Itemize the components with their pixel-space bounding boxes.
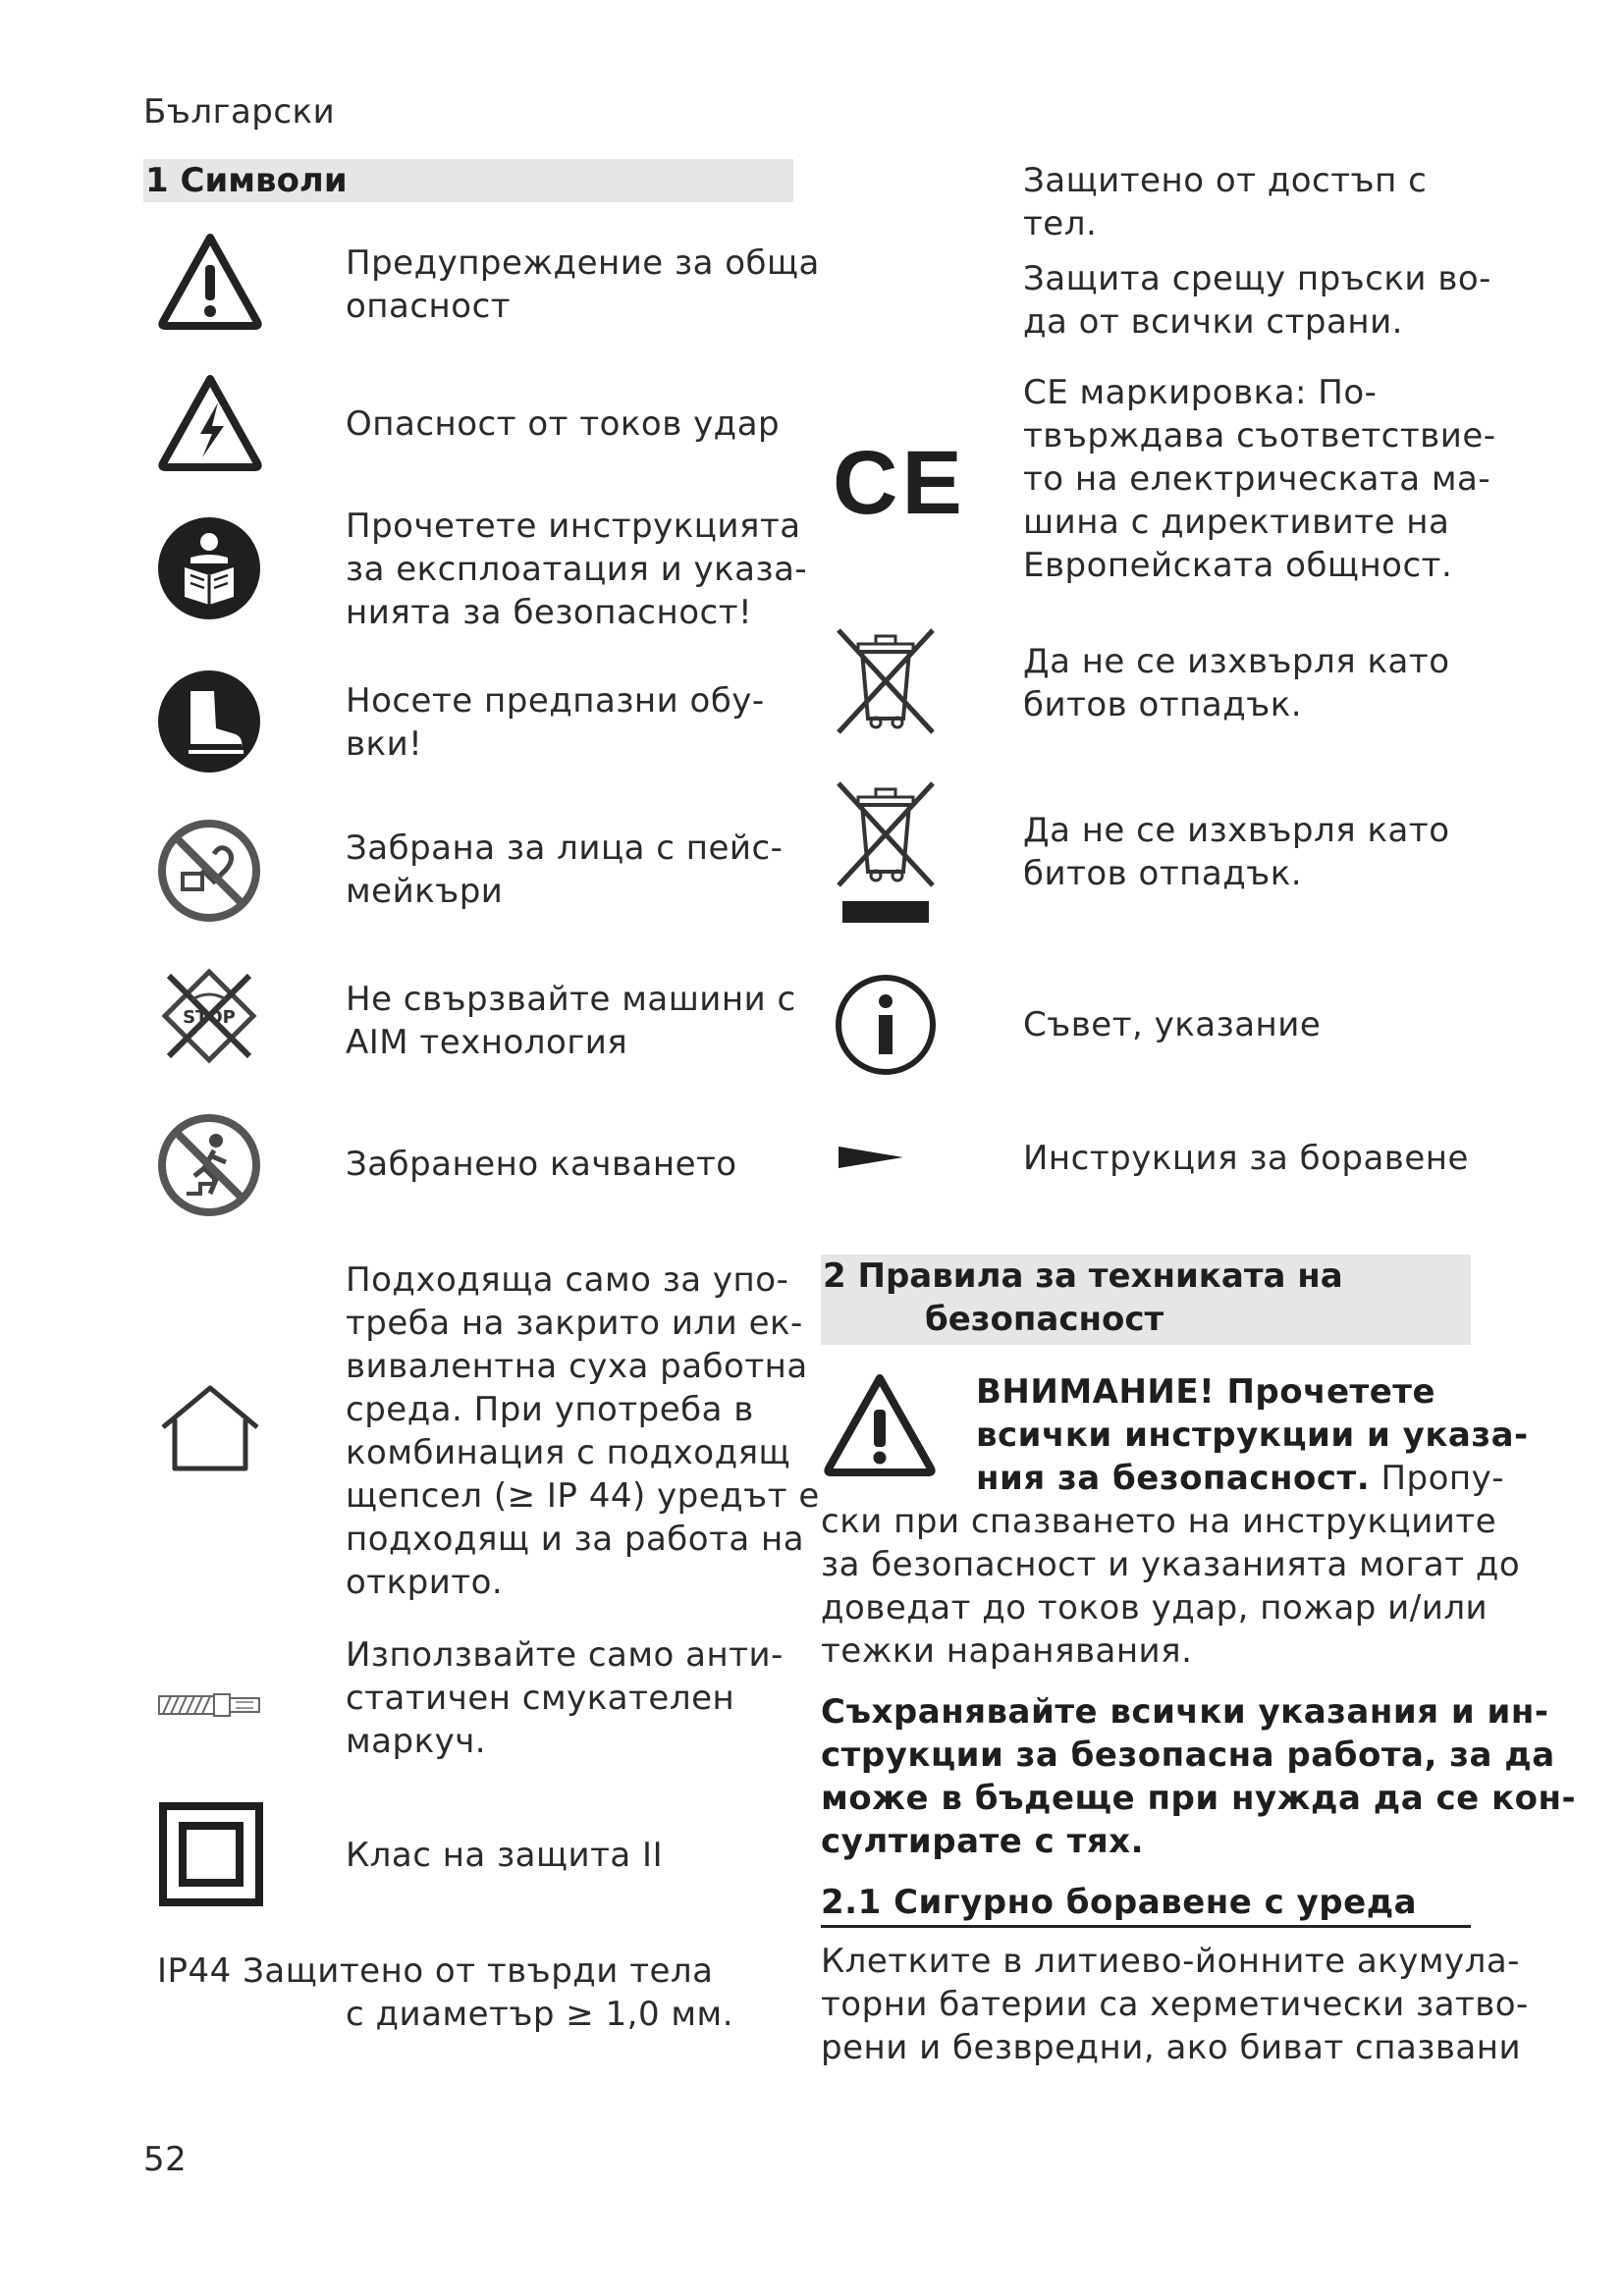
ip44-description <box>157 1949 714 1993</box>
ce-mark-icon: CE <box>833 433 966 533</box>
symbol-text-ce: CE маркировка: По- твърждава съответствие- то на електрическата ма- шина с директивите на Европейската общност. <box>1023 373 1496 585</box>
keep-instructions-notice: Съхранявайте всички указания и ин- струкции за безопасна работа, за да може в бъдеще при нужда да се кон- султирате с тях. <box>821 1692 1577 1861</box>
symbol-text-no-aim: Не свързвайте машини с AIM технология <box>346 980 796 1062</box>
symbol-text-safety-boots: Носете предпазни обу- вки! <box>346 681 765 764</box>
symbol-text-info: Съвет, указание <box>1023 1005 1322 1044</box>
instruction-arrow-icon <box>837 1145 905 1170</box>
symbol-text-splash-protection: Защита срещу пръски во- да от всички страни. <box>1023 259 1491 342</box>
page-language: Български <box>143 92 336 132</box>
ip44-code: IP44 <box>157 1951 232 1991</box>
symbol-text-general-warning: Предупреждение за обща опасност <box>346 243 820 326</box>
crossed-bin-icon <box>833 624 939 738</box>
section-2-heading <box>821 1255 1471 1345</box>
warning-bold-lines: ВНИМАНИЕ! Прочетете всички инструкции и указа- <box>976 1372 1529 1455</box>
symbol-text-read-manual: Прочетете инструкцията за експлоатация и указа- нията за безопасност! <box>346 507 808 632</box>
page-number: 52 <box>143 2140 188 2179</box>
warning-continuation: ски при спазването на инструкциите за безопасност и указанията могат до доведат до токов удар, пожар и/или тежки наранявания. <box>821 1502 1521 1671</box>
ip44-line2: с диаметър ≥ 1,0 мм. <box>346 1995 734 2034</box>
section-2-title-line1: 2 Правила за техниката на <box>823 1256 1343 1296</box>
no-aim-connect-icon <box>155 962 263 1070</box>
subsection-2-1-title: 2.1 Сигурно боравене с уреда <box>821 1883 1418 1922</box>
crossed-bin-bar-icon <box>833 777 939 927</box>
subsection-2-1-text: Клетките в литиево-йонните акумула- торни батерии са херметически затво- рени и безвредни, ако биват спазвани <box>821 1942 1529 2067</box>
warning-third-line: ния за безопасност. Пропу- <box>976 1459 1505 1498</box>
section-2-title-line2: безопасност <box>925 1300 1164 1339</box>
symbol-text-antistatic-hose: Използвайте само анти- статичен смукателен маркуч. <box>346 1635 784 1761</box>
symbol-text-instruction: Инструкция за боравене <box>1023 1139 1469 1178</box>
svg-text:STOP: STOP <box>183 1007 236 1028</box>
indoor-use-icon <box>155 1382 265 1474</box>
no-pacemaker-icon <box>155 817 263 925</box>
symbol-text-no-pacemaker: Забрана за лица с пейс- мейкъри <box>346 828 784 911</box>
info-icon <box>833 972 939 1078</box>
general-warning-icon <box>155 230 265 332</box>
safety-boots-icon <box>155 667 263 775</box>
symbol-text-no-stepping: Забранено качването <box>346 1145 737 1184</box>
subsection-2-1-heading <box>821 1881 1471 1928</box>
read-manual-icon <box>155 514 263 622</box>
safety-warning-icon <box>821 1370 939 1478</box>
protection-class-ii-icon <box>157 1800 265 1908</box>
electric-shock-warning-icon <box>155 371 265 473</box>
symbol-text-wire-protection: Защитено от достъп с тел. <box>1023 161 1428 243</box>
symbol-text-bin-bar: Да не се изхвърля като битов отпадък. <box>1023 811 1450 893</box>
symbol-text-bin: Да не се изхвърля като битов отпадък. <box>1023 642 1450 724</box>
symbol-text-protection-class: Клас на защита II <box>346 1836 664 1875</box>
section-1-title: 1 Символи <box>145 161 348 200</box>
ip44-line1: Защитено от твърди тела <box>243 1951 714 1991</box>
antistatic-hose-icon <box>157 1690 265 1720</box>
section-1-heading <box>143 159 793 202</box>
symbol-text-electric-shock: Опасност от токов удар <box>346 404 781 444</box>
symbol-text-indoor-use: Подходяща само за упо- треба на закрито или ек- вивалентна суха работна среда. При употреба в комбинация с подходящ щепсел (≥ IP 44) уредът е подходящ и за работа на открито. <box>346 1260 820 1602</box>
no-stepping-icon <box>155 1111 263 1219</box>
